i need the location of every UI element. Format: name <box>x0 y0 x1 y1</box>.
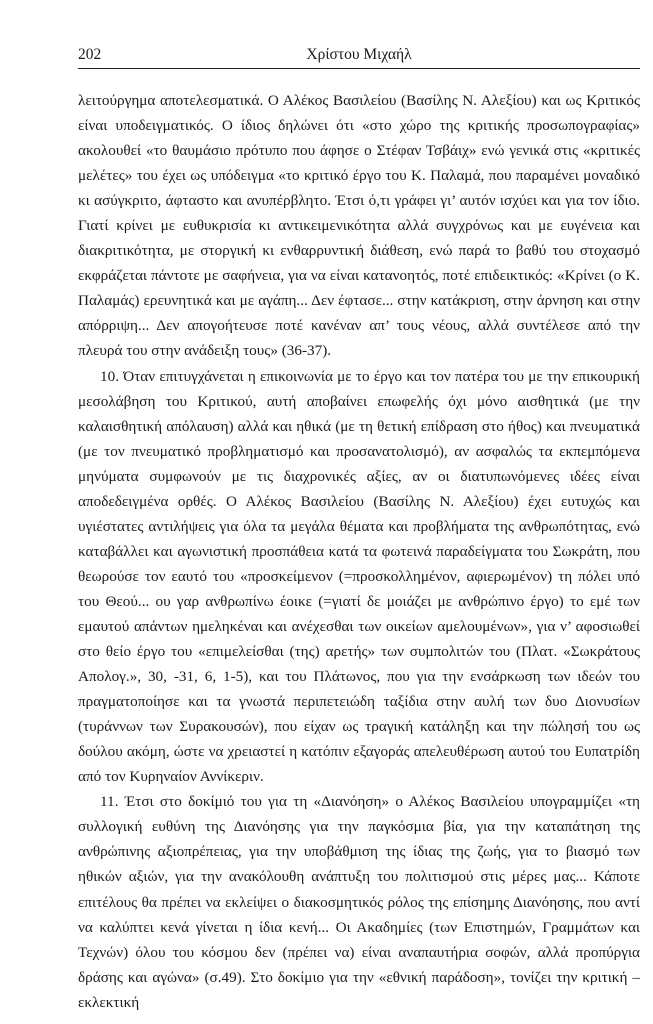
paragraph-continuation: λειτούργημα αποτελεσματικά. Ο Αλέκος Βασιλείου (Βασίλης Ν. Αλεξίου) και ως Κριτικός είναι υποδειγματικός. Ο ίδιος δηλώνει ότι «στο χώρο της κριτικής προσωπογραφίας» ακολουθεί «το θαυμάσιο πρότυπο που άφησε ο Στέφαν Τσβάιχ» ενώ γενικά στις «κριτικές μελέτες» του έχει ως υπόδειγμα «το κριτικό έργο του Κ. Παλαμά, που παραμένει μοναδικό κι ασύγκριτο, άφταστο και ανυπέρβλητο. Έτσι ό,τι γράφει γι’ αυτόν ισχύει και για τον ίδιο. Γιατί κρίνει με ευθυκρισία κι αντικειμενικότητα αλλά συγχρόνως και με ευγένεια και διακριτικότητα, με στοργική κι ενθαρρυντική διάθεση, ενώ παρά το βαθύ του στοχασμό εκφράζεται πάντοτε με σαφήνεια, για να είναι κατανοητός, ποτέ επιδεικτικός: «Κρίνει (ο Κ. Παλαμάς) ερευνητικά και με αγάπη... Δεν έφτασε... στην κατάκριση, στην άρνηση και στην απόρριψη... Δεν απογοήτευσε ποτέ κανέναν απ’ τους νέους, αλλά συντέλεσε από την πλευρά του στην ανάδειξη τους» (36-37). <box>78 92 640 360</box>
paragraph-11: 11. Έτσι στο δοκίμιό του για τη «Διανόηση» ο Αλέκος Βασιλείου υπογραμμίζει «τη συλλογική ευθύνη της Διανόησης για την παγκόσμια βία, για την καταπάτηση της ανθρώπινης αξιοπρέπειας, για την υποβάθμιση της ίδιας της ζωής, για το βιασμό των ηθικών αξιών, για την ανακόλουθη ανάπτυξη του πολιτισμού στις μέρες μας... Κάποτε επιτέλους θα πρέπει να εκλείψει ο διακοσμητικός ρόλος της επίσημης Διανόησης, που αντί να καλύπτει κενά γίνεται η ίδια κενή... Οι Ακαδημίες (των Επιστημών, Γραμμάτων και Τεχνών) όλου του κόσμου δεν (πρέπει να) είναι αναπαυτήρια σοφών, αλλά προπύργια δράσης και αγώνα» (σ.49). Στο δοκίμιο για την «εθνική παράδοση», τονίζει την κριτική – εκλεκτική <box>78 793 640 1011</box>
body-text <box>78 88 640 1015</box>
running-head <box>78 44 640 66</box>
running-head-title: Χρίστου Μιχαήλ <box>306 46 412 63</box>
page-number: 202 <box>78 46 102 63</box>
paragraph-10: 10. Όταν επιτυγχάνεται η επικοινωνία με το έργο και τον πατέρα του με την επικουρική μεσολάβηση του Κριτικού, αυτή αποβαίνει επωφελής όχι μόνο αισθητικά (με την καλαισθητική απόλαυση) αλλά και ηθικά (με τη θετική επίδραση στο ήθος) και πνευματικά (με τον πνευματικό προβληματισμό και προσανατολισμό), αν ασφαλώς τα εκπεμπόμενα μηνύματα συμφωνούν με τις διαχρονικές αξίες, αν οι διατυπωνόμενες ιδέες είναι αποδεδειγμένα ορθές. Ο Αλέκος Βασιλείου (Βασίλης Ν. Αλεξίου) έχει ευτυχώς και υγιέστατες αντιλήψεις για όλα τα μεγάλα θέματα και προβλήματα της ανθρωπότητας, ενώ καταβάλλει και αγωνιστική προσπάθεια κατά τα φωτεινά παραδείγματα του Σωκράτη, που θεωρούσε τον εαυτό του «προσκείμενον (=προσκολλημένον, αφιερωμένον) τη πόλει υπό του Θεού... ου γαρ ανθρωπίνω έοικε (=γιατί δε μοιάζει με ανθρώπινο έργο) το εμέ των εμαυτού απάντων ημεληκέναι και ανέχεσθαι των οικείων αμελουμένων», για ν’ αφοσιωθεί στο θείο έργο του «επιμελείσθαι (της) αρετής» των συμπολιτών του (Πλατ. «Σωκράτους Απολογ.», 30, -31, 6, 1-5), και του Πλάτωνος, που για την ενσάρκωση των ιδεών του πραγματοποίησε και τα γνωστά περιπετειώδη ταξίδια στην αυλή των δυο Διονυσίων (τυράννων των Συρακουσών), που είχαν ως τραγική κατάληξη και την πώλησή του ως δούλου ακόμη, ώστε να χρειαστεί η κατόπιν εξαγοράς απελευθέρωση αυτού του Ευπατρίδη από τον Κυρηναίον Αννίκεριν. <box>78 367 640 786</box>
book-page <box>78 44 640 1011</box>
header-rule <box>78 68 640 69</box>
